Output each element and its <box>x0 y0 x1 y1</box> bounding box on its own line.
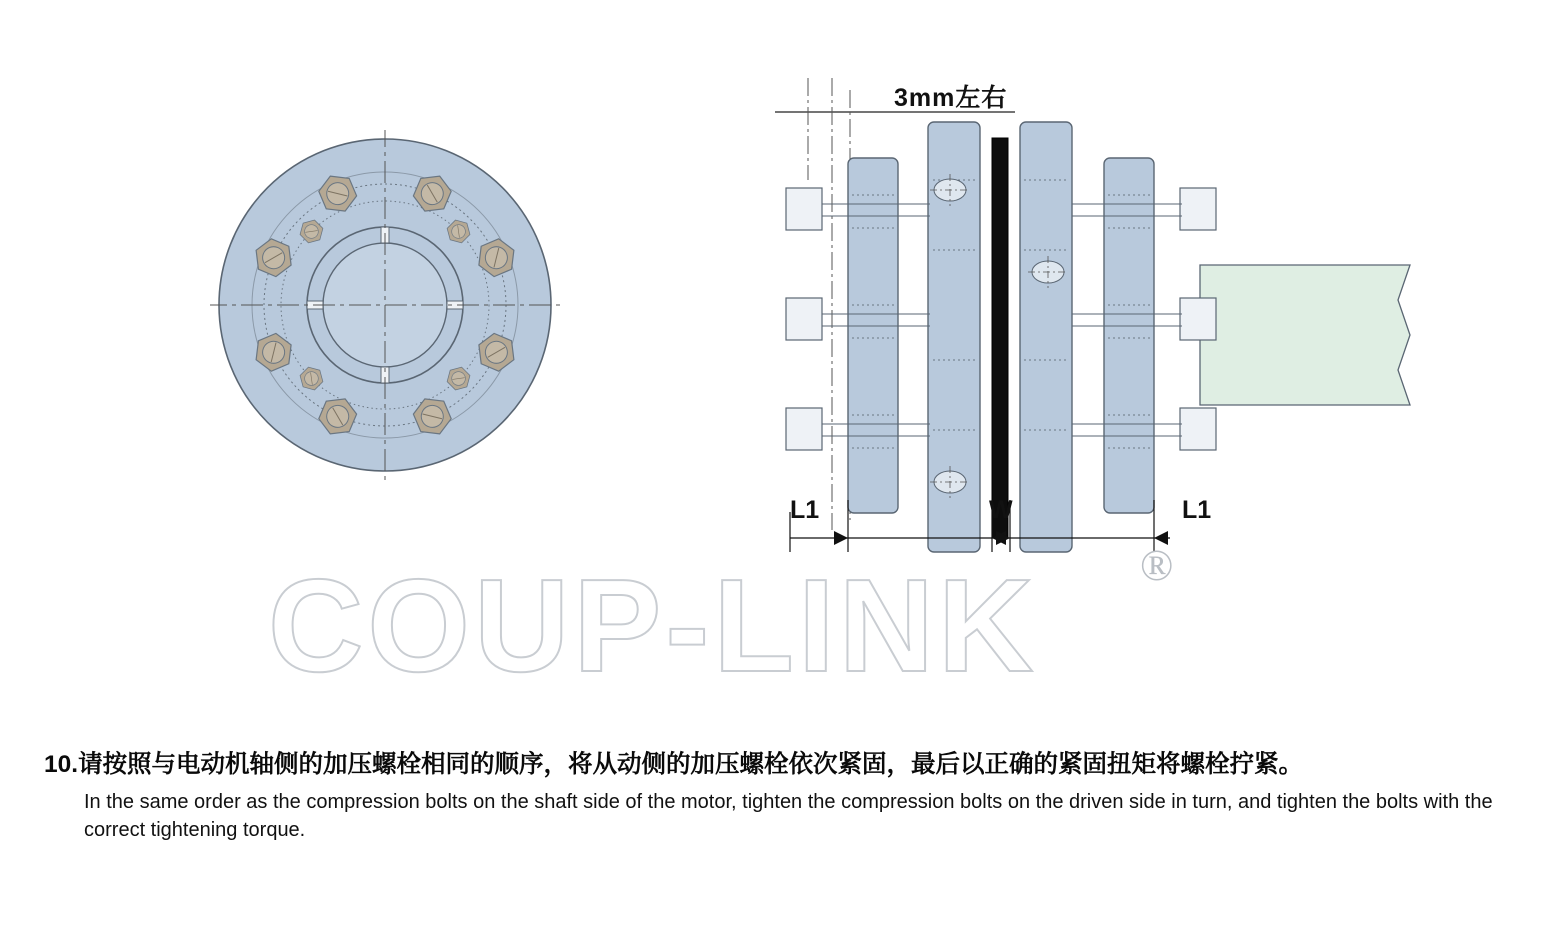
registered-trademark-icon: ® <box>1140 541 1174 590</box>
caption-chinese-line <box>44 748 1504 782</box>
right-bolt-head <box>1180 408 1216 450</box>
caption-english-text: In the same order as the compression bolts on the shaft side of the motor, tighten the compression bolts on the driven side in turn, and tighten the bolts with the correct tightening torque. <box>84 791 1493 841</box>
right-bolt-head <box>1180 298 1216 340</box>
left-bolt-head <box>786 408 822 450</box>
caption-number: 10. <box>44 751 79 778</box>
instruction-caption <box>44 748 1504 844</box>
front-face-view <box>210 130 560 480</box>
watermark-text: COUP-LINK <box>268 552 1038 699</box>
l1-left-label: L1 <box>790 496 820 524</box>
left-bolt-head <box>786 188 822 230</box>
left-bolt-head <box>786 298 822 340</box>
left-hub-body <box>848 158 898 513</box>
driven-shaft <box>1200 265 1410 405</box>
w-label: W <box>989 496 1013 524</box>
front-view-svg <box>210 130 560 480</box>
gap-label: 3mm左右 <box>894 84 1008 112</box>
section-view-svg <box>770 60 1430 560</box>
disc-pack <box>992 138 1008 538</box>
right-bolt-head <box>1180 188 1216 230</box>
watermark-logo <box>268 552 1188 699</box>
cross-section-view <box>770 60 1430 560</box>
right-hub-body <box>1104 158 1154 513</box>
caption-chinese-text: 请按照与电动机轴侧的加压螺栓相同的顺序，将从动侧的加压螺栓依次紧固，最后以正确的紧固扭矩将螺栓拧紧。 <box>78 751 1304 778</box>
right-flange <box>1020 122 1072 552</box>
l1-right-label: L1 <box>1182 496 1212 524</box>
